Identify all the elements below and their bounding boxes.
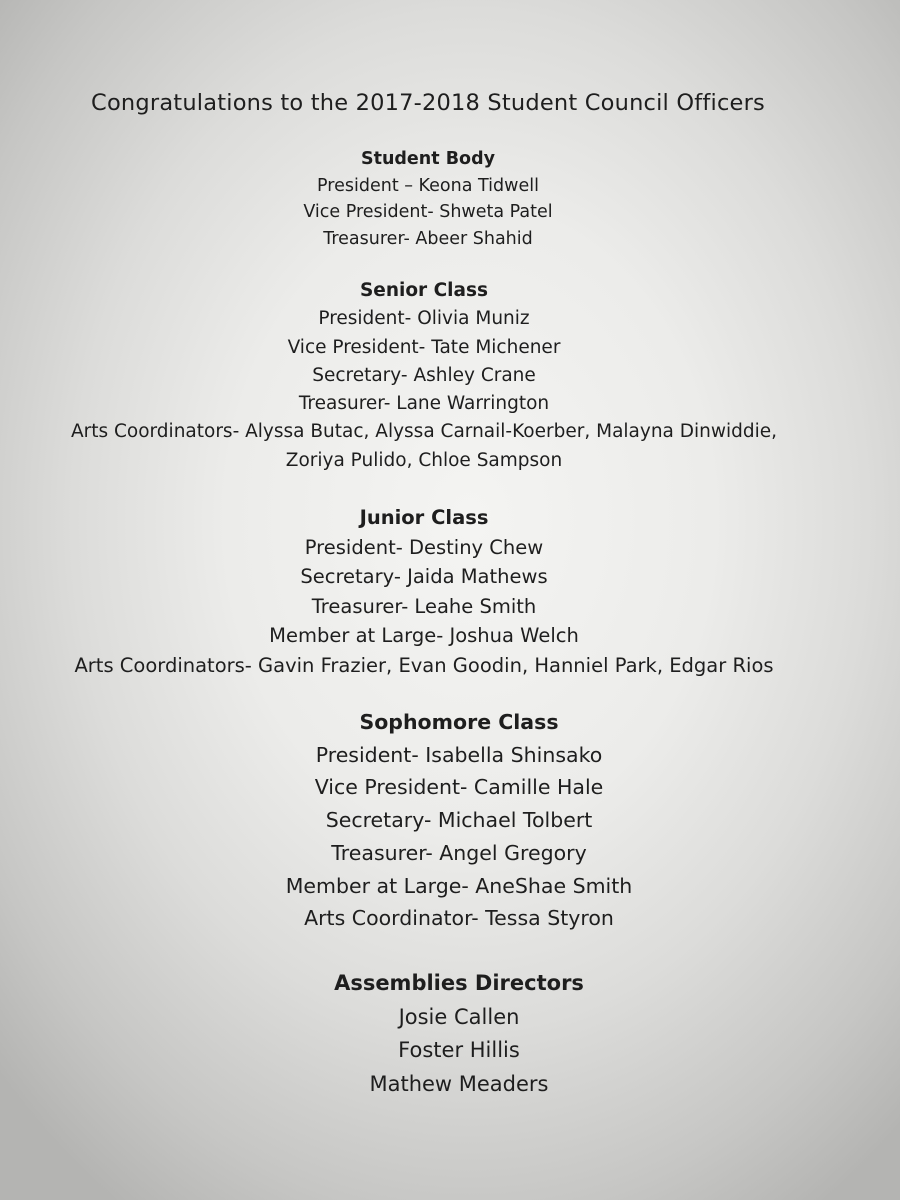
section-heading: Assemblies Directors (334, 971, 584, 995)
section-heading: Sophomore Class (359, 710, 559, 734)
section-sophomore-class (0, 706, 900, 935)
section-heading: Senior Class (359, 280, 489, 301)
officer-line: President- Isabella Shinsako (315, 742, 603, 767)
officer-line: Treasurer- Lane Warrington (298, 393, 550, 415)
officer-line: Vice President- Camille Hale (314, 775, 604, 800)
officer-line: Member at Large- AneShae Smith (285, 873, 633, 898)
officer-line: Arts Coordinators- Alyssa Butac, Alyssa Carnail-Koerber, Malayna Dinwiddie, (70, 421, 778, 443)
officer-line: Arts Coordinators- Gavin Frazier, Evan Goodin, Hanniel Park, Edgar Rios (74, 653, 774, 677)
officer-line: President- Olivia Muniz (318, 308, 530, 330)
officer-line: Zoriya Pulido, Chloe Sampson (285, 449, 563, 471)
officer-line: Secretary- Jaida Mathews (300, 565, 548, 588)
section-senior-class (0, 277, 852, 475)
officer-line: Vice President- Shweta Patel (303, 202, 553, 223)
director-line: Foster Hillis (398, 1038, 520, 1062)
officer-line: President – Keona Tidwell (317, 175, 539, 196)
section-assemblies-directors (0, 967, 900, 1101)
section-student-body (0, 146, 856, 253)
officer-line: Secretary- Ashley Crane (312, 364, 536, 386)
officer-line: Treasurer- Abeer Shahid (323, 229, 533, 250)
officer-line: Treasurer- Leahe Smith (311, 594, 537, 618)
page-title: Congratulations to the 2017-2018 Student Council Officers (91, 90, 765, 116)
officer-line: Secretary- Michael Tolbert (325, 808, 593, 833)
director-line: Josie Callen (398, 1004, 520, 1029)
officer-line: Treasurer- Angel Gregory (331, 840, 587, 865)
director-line: Mathew Meaders (369, 1071, 549, 1096)
officer-line: Vice President- Tate Michener (287, 336, 561, 358)
officer-line: Member at Large- Joshua Welch (269, 624, 579, 647)
section-heading: Junior Class (359, 506, 489, 529)
section-heading: Student Body (360, 149, 496, 169)
section-junior-class (0, 503, 848, 680)
officer-line: Arts Coordinator- Tessa Styron (304, 906, 614, 931)
officer-line: President- Destiny Chew (304, 535, 544, 559)
